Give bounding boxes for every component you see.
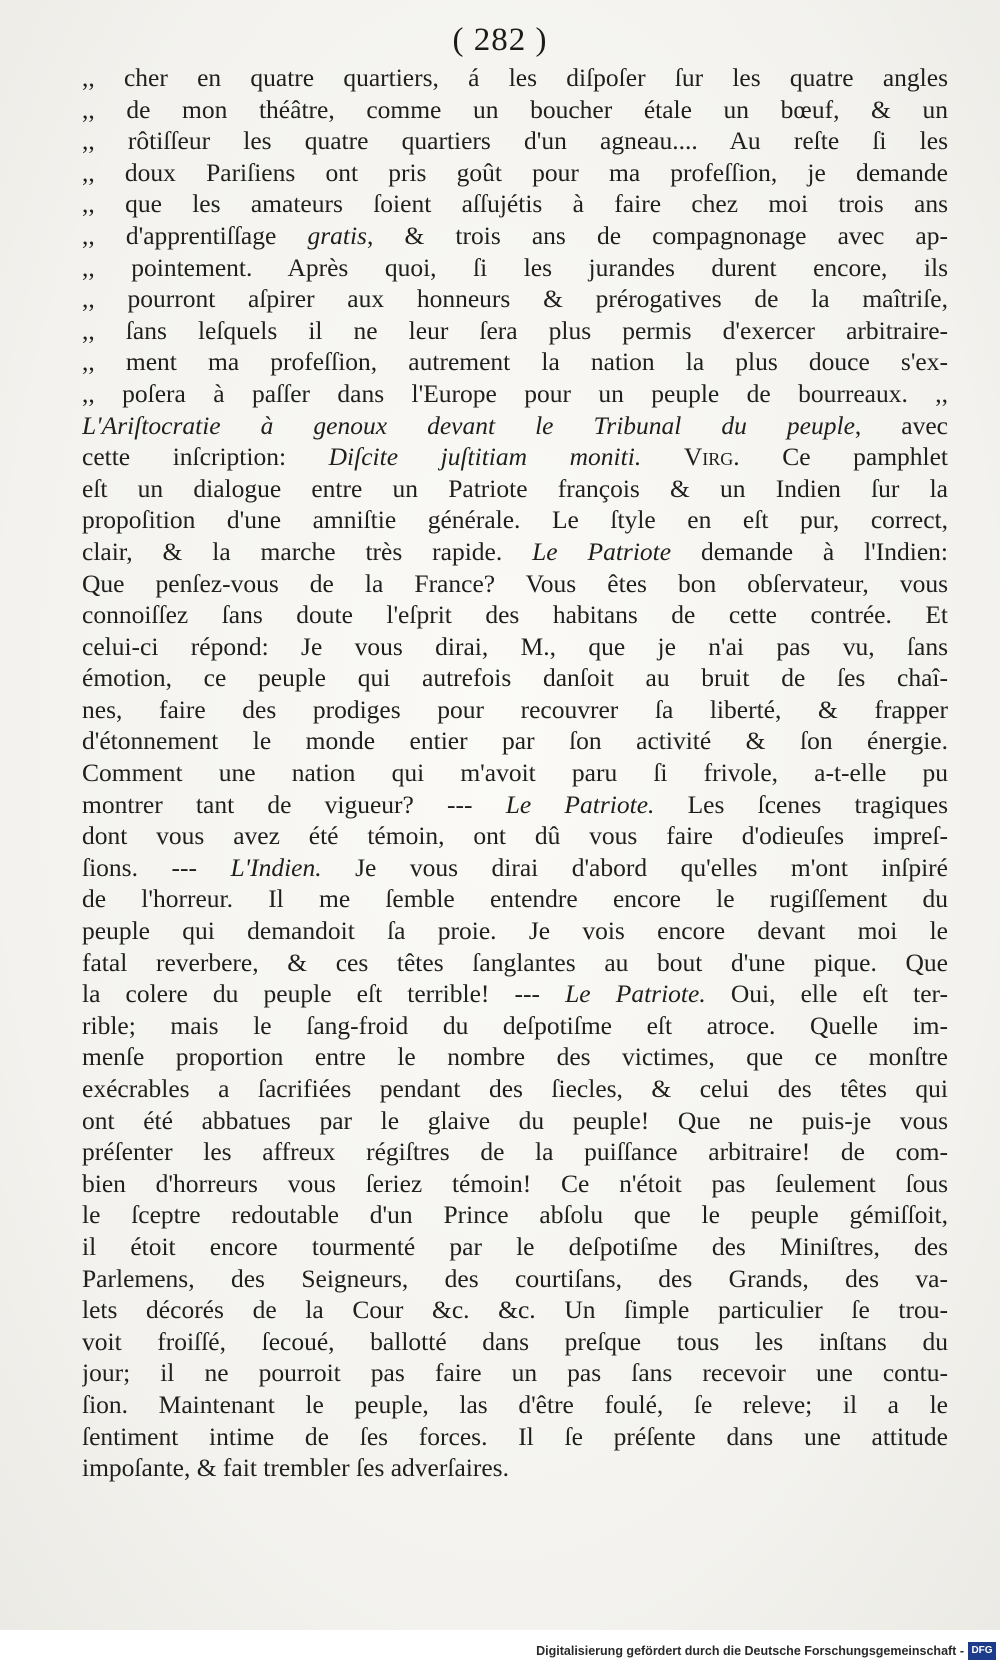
italic-text-run: Diſcite juſtitiam moniti. [328, 442, 642, 472]
text-line [82, 62, 948, 94]
text-run: montrer tant de vigueur? --- [82, 789, 506, 819]
text-run: celui-ci répond: Je vous dirai, M., que je n'ai pas vu, ſans [82, 631, 948, 661]
text-line [82, 1357, 948, 1389]
text-line [82, 315, 948, 347]
text-run: nes, faire des prodiges pour recouvrer ſa liberté, & frapper [82, 694, 948, 724]
text-line [82, 1073, 948, 1105]
text-run: ſentiment intime de ſes forces. Il ſe préſente dans une attitude [82, 1421, 948, 1451]
text-line [82, 883, 948, 915]
text-run: d'étonnement le monde entier par ſon activité & ſon énergie. [82, 726, 948, 756]
text-run: ,, rôtiſſeur les quatre quartiers d'un agneau.... Au reſte ſi les [82, 126, 948, 156]
text-line [82, 283, 948, 315]
text-run: ,, cher en quatre quartiers, á les diſpoſer ſur les quatre angles [82, 63, 948, 92]
text-line [82, 1263, 948, 1295]
text-run: ,, pointement. Après quoi, ſi les jurandes durent encore, ils [82, 252, 948, 282]
text-run: clair, & la marche très rapide. [82, 536, 533, 566]
text-run: Oui, elle eſt ter- [705, 979, 948, 1009]
text-line [82, 473, 948, 505]
italic-text-run: Le Patriote [532, 536, 672, 566]
text-line [82, 188, 948, 220]
text-run: demande à l'Indien: [671, 536, 948, 566]
text-run: préſenter les affreux régiſtres de la puiſſance arbitraire! de com- [82, 1137, 948, 1167]
text-line [82, 694, 948, 726]
text-line [82, 1136, 948, 1168]
small-caps-text-run: Virg. [683, 442, 740, 472]
text-line [82, 1294, 948, 1326]
text-line [82, 441, 948, 473]
text-line [82, 599, 948, 631]
text-line [82, 252, 948, 284]
text-run: bien d'horreurs vous ſeriez témoin! Ce n'étoit pas ſeulement ſous [82, 1168, 948, 1198]
text-run: ſions. --- [82, 852, 231, 882]
text-run: Les ſcenes tragiques [654, 789, 948, 819]
text-run: , & trois ans de compagnonage avec ap- [366, 220, 948, 250]
text-run: dont vous avez été témoin, ont dû vous faire d'odieuſes impreſ- [82, 821, 948, 851]
digitization-footer [0, 1630, 1000, 1676]
italic-text-run: L'Indien. [230, 852, 322, 882]
text-line [82, 1105, 948, 1137]
text-run: le ſceptre redoutable d'un Prince abſolu que le peuple gémiſſoit, [82, 1200, 948, 1230]
text-line [82, 1168, 948, 1200]
text-line [82, 504, 948, 536]
text-run: connoiſſez ſans doute l'eſprit des habitans de cette contrée. Et [82, 600, 948, 630]
text-line [82, 1010, 948, 1042]
text-run: jour; il ne pourroit pas faire un pas ſans recevoir une contu- [82, 1358, 948, 1388]
text-run: fatal reverbere, & ces têtes ſanglantes au bout d'une pique. Que [82, 947, 948, 977]
text-run: Que penſez-vous de la France? Vous êtes bon obſervateur, vous [82, 568, 948, 598]
body-text [82, 62, 948, 1484]
text-run [641, 442, 684, 471]
text-run: ,, doux Pariſiens ont pris goût pour ma profeſſion, je demande [82, 157, 948, 187]
text-run: ont été abbatues par le glaive du peuple! Que ne puis-je vous [82, 1105, 948, 1135]
text-line [82, 978, 948, 1010]
text-line [82, 915, 948, 947]
text-run: de l'horreur. Il me ſemble entendre encore le rugiſſement du [82, 884, 948, 914]
text-line [82, 789, 948, 821]
text-line [82, 852, 948, 884]
text-run: peuple qui demandoit ſa proie. Je vois encore devant moi le [82, 916, 948, 946]
text-run: ,, poſera à paſſer dans l'Europe pour un peuple de bourreaux. ,, [82, 378, 948, 408]
italic-text-run: Le Patriote. [565, 979, 706, 1009]
text-line [82, 568, 948, 600]
text-line [82, 125, 948, 157]
page-number: ( 282 ) [452, 22, 548, 58]
text-line [82, 631, 948, 663]
text-run: ,, que les amateurs ſoient aſſujétis à faire chez moi trois ans [82, 189, 948, 219]
text-line [82, 346, 948, 378]
text-run: eſt un dialogue entre un Patriote françois & un Indien ſur la [82, 473, 948, 503]
italic-text-run: Le Patriote. [505, 789, 655, 819]
text-run: Je vous dirai d'abord qu'elles m'ont inſpiré [321, 852, 948, 882]
text-line [82, 947, 948, 979]
text-line [82, 410, 948, 442]
text-run: ,, pourront aſpirer aux honneurs & prérogatives de la maîtriſe, [82, 284, 948, 314]
italic-text-run: L'Ariſtocratie à genoux devant le Tribunal du peuple [82, 410, 855, 440]
text-line [82, 94, 948, 126]
text-line [82, 1231, 948, 1263]
text-run: ,, ment ma profeſſion, autrement la nation la plus douce s'ex- [82, 347, 948, 377]
text-run: exécrables a ſacrifiées pendant des ſiecles, & celui des têtes qui [82, 1074, 948, 1103]
text-line [82, 1452, 948, 1484]
text-line [82, 1199, 948, 1231]
text-line [82, 1389, 948, 1421]
text-run: la colere du peuple eſt terrible! --- [82, 979, 566, 1009]
text-run: Comment une nation qui m'avoit paru ſi frivole, a-t-elle pu [82, 758, 948, 788]
text-run: il étoit encore tourmenté par le deſpotiſme des Miniſtres, des [82, 1231, 948, 1261]
text-run: émotion, ce peuple qui autrefois danſoit au bruit de ſes chaî- [82, 663, 948, 693]
italic-text-run: gratis [307, 220, 367, 250]
text-run: ,, d'apprentiſſage [82, 220, 308, 250]
text-run: ,, de mon théâtre, comme un boucher étale un bœuf, & un [82, 94, 948, 124]
text-line [82, 536, 948, 568]
text-line [82, 378, 948, 410]
dfg-logo: DFG [968, 1642, 996, 1660]
text-run: ſion. Maintenant le peuple, las d'être foulé, ſe releve; il a le [82, 1389, 948, 1419]
text-line [82, 1326, 948, 1358]
text-line [82, 662, 948, 694]
footer-credit: Digitalisierung gefördert durch die Deutsche Forschungsgemeinschaft - [536, 1644, 964, 1658]
text-run: menſe proportion entre le nombre des victimes, que ce monſtre [82, 1042, 948, 1072]
text-run: ,, ſans leſquels il ne leur ſera plus permis d'exercer arbitraire- [82, 315, 948, 345]
text-line [82, 757, 948, 789]
text-run: cette inſcription: [82, 442, 329, 472]
text-line [82, 820, 948, 852]
text-run: impoſante, & fait trembler ſes adverſaires. [82, 1453, 509, 1483]
text-run: rible; mais le ſang-froid du deſpotiſme eſt atroce. Quelle im- [82, 1010, 948, 1040]
text-run: propoſition d'une amniſtie générale. Le ſtyle en eſt pur, correct, [82, 505, 948, 535]
text-run: Parlemens, des Seigneurs, des courtiſans, des Grands, des va- [82, 1263, 948, 1293]
text-line [82, 1421, 948, 1453]
text-line [82, 220, 948, 252]
text-run: lets décorés de la Cour &c. &c. Un ſimple particulier ſe trou- [82, 1295, 948, 1325]
text-run: , avec [854, 410, 948, 440]
text-run: Ce pamphlet [739, 442, 948, 472]
text-line [82, 725, 948, 757]
text-line [82, 1041, 948, 1073]
text-run: voit froiſſé, ſecoué, ballotté dans preſque tous les inſtans du [82, 1326, 948, 1356]
text-line [82, 157, 948, 189]
